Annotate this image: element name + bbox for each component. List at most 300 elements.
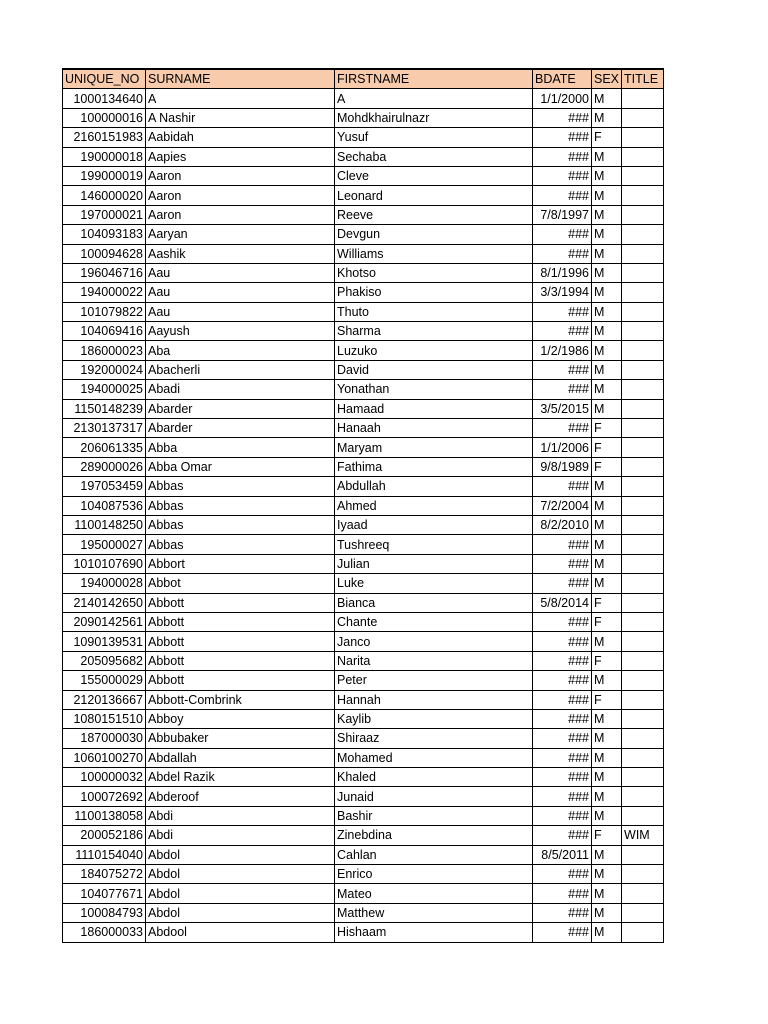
cell-title[interactable] [622, 612, 664, 631]
cell-bdate[interactable]: ### [533, 632, 592, 651]
cell-surname[interactable]: Abdallah [146, 748, 335, 767]
cell-surname[interactable]: Abba [146, 438, 335, 457]
cell-title[interactable] [622, 89, 664, 108]
cell-sex[interactable]: M [592, 806, 622, 825]
cell-bdate[interactable]: ### [533, 322, 592, 341]
cell-firstname[interactable]: Junaid [335, 787, 533, 806]
cell-bdate[interactable]: ### [533, 651, 592, 670]
table-row [63, 380, 664, 399]
cell-sex[interactable]: M [592, 225, 622, 244]
cell-title[interactable] [622, 263, 664, 282]
cell-sex[interactable]: M [592, 360, 622, 379]
cell-unique-no[interactable]: 2130137317 [63, 419, 146, 438]
cell-title[interactable] [622, 380, 664, 399]
cell-title[interactable] [622, 884, 664, 903]
cell-surname[interactable]: A Nashir [146, 108, 335, 127]
table-row [63, 477, 664, 496]
cell-unique-no[interactable]: 2140142650 [63, 593, 146, 612]
cell-surname[interactable]: Abadi [146, 380, 335, 399]
cell-unique-no[interactable]: 1060100270 [63, 748, 146, 767]
cell-sex[interactable]: M [592, 89, 622, 108]
cell-sex[interactable]: M [592, 166, 622, 185]
cell-firstname[interactable]: Bashir [335, 806, 533, 825]
cell-unique-no[interactable]: 197000021 [63, 205, 146, 224]
cell-sex[interactable]: M [592, 477, 622, 496]
cell-firstname[interactable]: Hishaam [335, 923, 533, 942]
cell-unique-no[interactable]: 2090142561 [63, 612, 146, 631]
cell-unique-no[interactable]: 146000020 [63, 186, 146, 205]
cell-surname[interactable]: Abdool [146, 923, 335, 942]
cell-surname[interactable]: Abdi [146, 826, 335, 845]
cell-title[interactable] [622, 244, 664, 263]
cell-bdate[interactable]: ### [533, 225, 592, 244]
cell-surname[interactable]: Abba Omar [146, 457, 335, 476]
cell-title[interactable] [622, 748, 664, 767]
cell-unique-no[interactable]: 199000019 [63, 166, 146, 185]
cell-unique-no[interactable]: 194000025 [63, 380, 146, 399]
cell-surname[interactable]: Abdol [146, 865, 335, 884]
cell-sex[interactable]: M [592, 903, 622, 922]
table-row [63, 283, 664, 302]
cell-title[interactable] [622, 496, 664, 515]
table-row [63, 709, 664, 728]
table-row [63, 535, 664, 554]
cell-sex[interactable]: M [592, 302, 622, 321]
cell-title[interactable] [622, 399, 664, 418]
cell-unique-no[interactable]: 196046716 [63, 263, 146, 282]
cell-unique-no[interactable]: 194000028 [63, 574, 146, 593]
cell-unique-no[interactable]: 1100138058 [63, 806, 146, 825]
cell-firstname[interactable]: Reeve [335, 205, 533, 224]
cell-surname[interactable]: Abbubaker [146, 729, 335, 748]
cell-bdate[interactable]: ### [533, 477, 592, 496]
cell-surname[interactable]: Abdol [146, 884, 335, 903]
cell-surname[interactable]: Abbas [146, 477, 335, 496]
cell-title[interactable] [622, 186, 664, 205]
cell-title[interactable] [622, 535, 664, 554]
cell-unique-no[interactable]: 186000023 [63, 341, 146, 360]
cell-unique-no[interactable]: 104087536 [63, 496, 146, 515]
cell-sex[interactable]: M [592, 865, 622, 884]
table-row [63, 166, 664, 185]
cell-firstname[interactable]: A [335, 89, 533, 108]
cell-title[interactable] [622, 903, 664, 922]
header-firstname[interactable]: FIRSTNAME [335, 69, 533, 89]
cell-bdate[interactable]: ### [533, 787, 592, 806]
cell-sex[interactable]: M [592, 108, 622, 127]
cell-sex[interactable]: F [592, 128, 622, 147]
cell-unique-no[interactable]: 197053459 [63, 477, 146, 496]
cell-bdate[interactable]: ### [533, 186, 592, 205]
cell-bdate[interactable]: 1/1/2006 [533, 438, 592, 457]
cell-firstname[interactable]: Sechaba [335, 147, 533, 166]
cell-sex[interactable]: M [592, 748, 622, 767]
cell-surname[interactable]: Aapies [146, 147, 335, 166]
cell-title[interactable] [622, 457, 664, 476]
cell-title[interactable] [622, 302, 664, 321]
cell-sex[interactable]: M [592, 244, 622, 263]
cell-bdate[interactable]: ### [533, 108, 592, 127]
cell-surname[interactable]: Abarder [146, 419, 335, 438]
cell-sex[interactable]: M [592, 709, 622, 728]
cell-surname[interactable]: Abderoof [146, 787, 335, 806]
spreadsheet-table [62, 68, 664, 943]
cell-title[interactable] [622, 651, 664, 670]
cell-bdate[interactable]: ### [533, 768, 592, 787]
cell-bdate[interactable]: ### [533, 806, 592, 825]
cell-unique-no[interactable]: 1080151510 [63, 709, 146, 728]
cell-surname[interactable]: Aabidah [146, 128, 335, 147]
cell-surname[interactable]: Aayush [146, 322, 335, 341]
cell-surname[interactable]: Abbort [146, 554, 335, 573]
table-row [63, 89, 664, 108]
cell-surname[interactable]: A [146, 89, 335, 108]
cell-unique-no[interactable]: 206061335 [63, 438, 146, 457]
cell-firstname[interactable]: Luke [335, 574, 533, 593]
cell-sex[interactable]: M [592, 147, 622, 166]
cell-unique-no[interactable]: 1090139531 [63, 632, 146, 651]
cell-bdate[interactable]: ### [533, 709, 592, 728]
cell-unique-no[interactable]: 194000022 [63, 283, 146, 302]
cell-title[interactable] [622, 709, 664, 728]
cell-firstname[interactable]: Luzuko [335, 341, 533, 360]
cell-unique-no[interactable]: 1000134640 [63, 89, 146, 108]
cell-title[interactable] [622, 865, 664, 884]
cell-bdate[interactable]: 3/5/2015 [533, 399, 592, 418]
cell-firstname[interactable]: Enrico [335, 865, 533, 884]
cell-bdate[interactable]: 3/3/1994 [533, 283, 592, 302]
cell-unique-no[interactable]: 2160151983 [63, 128, 146, 147]
table-row [63, 225, 664, 244]
cell-sex[interactable]: M [592, 768, 622, 787]
cell-firstname[interactable]: Iyaad [335, 515, 533, 534]
cell-surname[interactable]: Abbott-Combrink [146, 690, 335, 709]
cell-firstname[interactable]: Mohamed [335, 748, 533, 767]
cell-firstname[interactable]: Kaylib [335, 709, 533, 728]
cell-surname[interactable]: Abbas [146, 535, 335, 554]
cell-bdate[interactable]: ### [533, 554, 592, 573]
cell-surname[interactable]: Abacherli [146, 360, 335, 379]
cell-firstname[interactable]: Tushreeq [335, 535, 533, 554]
cell-bdate[interactable]: ### [533, 419, 592, 438]
table-row [63, 826, 664, 845]
cell-surname[interactable]: Aashik [146, 244, 335, 263]
cell-firstname[interactable]: Julian [335, 554, 533, 573]
cell-title[interactable] [622, 225, 664, 244]
cell-sex[interactable]: M [592, 845, 622, 864]
cell-firstname[interactable]: Yonathan [335, 380, 533, 399]
cell-bdate[interactable]: ### [533, 729, 592, 748]
cell-surname[interactable]: Abbot [146, 574, 335, 593]
cell-surname[interactable]: Abdol [146, 845, 335, 864]
cell-unique-no[interactable]: 200052186 [63, 826, 146, 845]
cell-unique-no[interactable]: 195000027 [63, 535, 146, 554]
cell-surname[interactable]: Aau [146, 283, 335, 302]
cell-unique-no[interactable]: 187000030 [63, 729, 146, 748]
cell-surname[interactable]: Abbott [146, 632, 335, 651]
cell-sex[interactable]: M [592, 205, 622, 224]
cell-firstname[interactable]: Ahmed [335, 496, 533, 515]
cell-firstname[interactable]: Bianca [335, 593, 533, 612]
cell-surname[interactable]: Aaron [146, 205, 335, 224]
cell-firstname[interactable]: Devgun [335, 225, 533, 244]
cell-title[interactable] [622, 806, 664, 825]
cell-firstname[interactable]: Sharma [335, 322, 533, 341]
cell-unique-no[interactable]: 104093183 [63, 225, 146, 244]
table-row [63, 205, 664, 224]
cell-bdate[interactable]: ### [533, 166, 592, 185]
cell-unique-no[interactable]: 104077671 [63, 884, 146, 903]
cell-title[interactable] [622, 283, 664, 302]
cell-firstname[interactable]: Zinebdina [335, 826, 533, 845]
cell-bdate[interactable]: ### [533, 884, 592, 903]
table-row [63, 806, 664, 825]
table-row [63, 554, 664, 573]
cell-sex[interactable]: M [592, 341, 622, 360]
cell-unique-no[interactable]: 190000018 [63, 147, 146, 166]
table-row [63, 186, 664, 205]
cell-title[interactable] [622, 845, 664, 864]
cell-sex[interactable]: M [592, 554, 622, 573]
cell-firstname[interactable]: Abdullah [335, 477, 533, 496]
cell-unique-no[interactable]: 1110154040 [63, 845, 146, 864]
cell-unique-no[interactable]: 1100148250 [63, 515, 146, 534]
cell-unique-no[interactable]: 155000029 [63, 671, 146, 690]
cell-firstname[interactable]: Matthew [335, 903, 533, 922]
cell-bdate[interactable]: ### [533, 903, 592, 922]
cell-firstname[interactable]: Hanaah [335, 419, 533, 438]
cell-surname[interactable]: Aau [146, 263, 335, 282]
cell-bdate[interactable]: ### [533, 865, 592, 884]
table-row [63, 574, 664, 593]
cell-surname[interactable]: Abdol [146, 903, 335, 922]
cell-unique-no[interactable]: 205095682 [63, 651, 146, 670]
cell-unique-no[interactable]: 100084793 [63, 903, 146, 922]
cell-sex[interactable]: F [592, 457, 622, 476]
header-surname[interactable]: SURNAME [146, 69, 335, 89]
cell-title[interactable] [622, 787, 664, 806]
cell-title[interactable] [622, 554, 664, 573]
cell-title[interactable] [622, 768, 664, 787]
cell-firstname[interactable]: Leonard [335, 186, 533, 205]
cell-sex[interactable]: M [592, 496, 622, 515]
cell-firstname[interactable]: Fathima [335, 457, 533, 476]
cell-title[interactable] [622, 515, 664, 534]
cell-firstname[interactable]: Peter [335, 671, 533, 690]
cell-surname[interactable]: Abbas [146, 496, 335, 515]
table-row [63, 457, 664, 476]
cell-unique-no[interactable]: 1150148239 [63, 399, 146, 418]
header-bdate[interactable]: BDATE [533, 69, 592, 89]
cell-unique-no[interactable]: 289000026 [63, 457, 146, 476]
cell-bdate[interactable]: 8/1/1996 [533, 263, 592, 282]
cell-title[interactable] [622, 360, 664, 379]
cell-sex[interactable]: F [592, 438, 622, 457]
cell-surname[interactable]: Aaryan [146, 225, 335, 244]
cell-sex[interactable]: F [592, 690, 622, 709]
cell-firstname[interactable]: Khaled [335, 768, 533, 787]
cell-bdate[interactable]: ### [533, 574, 592, 593]
cell-firstname[interactable]: Chante [335, 612, 533, 631]
cell-title[interactable]: WIM [622, 826, 664, 845]
cell-sex[interactable]: M [592, 787, 622, 806]
cell-unique-no[interactable]: 100000032 [63, 768, 146, 787]
cell-bdate[interactable]: ### [533, 128, 592, 147]
cell-bdate[interactable]: 8/5/2011 [533, 845, 592, 864]
cell-firstname[interactable]: Thuto [335, 302, 533, 321]
cell-surname[interactable]: Abbott [146, 593, 335, 612]
cell-title[interactable] [622, 477, 664, 496]
cell-firstname[interactable]: David [335, 360, 533, 379]
cell-title[interactable] [622, 574, 664, 593]
cell-bdate[interactable]: ### [533, 826, 592, 845]
table-row [63, 244, 664, 263]
cell-firstname[interactable]: Williams [335, 244, 533, 263]
cell-bdate[interactable]: 7/2/2004 [533, 496, 592, 515]
cell-bdate[interactable]: ### [533, 671, 592, 690]
cell-firstname[interactable]: Mateo [335, 884, 533, 903]
cell-firstname[interactable]: Cahlan [335, 845, 533, 864]
cell-surname[interactable]: Abarder [146, 399, 335, 418]
table-row [63, 399, 664, 418]
cell-title[interactable] [622, 419, 664, 438]
cell-title[interactable] [622, 205, 664, 224]
cell-firstname[interactable]: Narita [335, 651, 533, 670]
cell-bdate[interactable]: ### [533, 923, 592, 942]
cell-surname[interactable]: Aaron [146, 166, 335, 185]
cell-bdate[interactable]: 1/1/2000 [533, 89, 592, 108]
cell-firstname[interactable]: Phakiso [335, 283, 533, 302]
cell-sex[interactable]: M [592, 923, 622, 942]
cell-firstname[interactable]: Janco [335, 632, 533, 651]
cell-sex[interactable]: M [592, 535, 622, 554]
cell-title[interactable] [622, 923, 664, 942]
cell-title[interactable] [622, 166, 664, 185]
cell-firstname[interactable]: Yusuf [335, 128, 533, 147]
cell-sex[interactable]: M [592, 263, 622, 282]
cell-bdate[interactable]: ### [533, 147, 592, 166]
cell-surname[interactable]: Abdi [146, 806, 335, 825]
cell-title[interactable] [622, 671, 664, 690]
cell-title[interactable] [622, 128, 664, 147]
table-row [63, 593, 664, 612]
table-row [63, 302, 664, 321]
table-row [63, 632, 664, 651]
cell-unique-no[interactable]: 184075272 [63, 865, 146, 884]
cell-bdate[interactable]: ### [533, 380, 592, 399]
cell-surname[interactable]: Abbott [146, 651, 335, 670]
cell-bdate[interactable]: 7/8/1997 [533, 205, 592, 224]
cell-sex[interactable]: M [592, 574, 622, 593]
table-row [63, 419, 664, 438]
cell-sex[interactable]: M [592, 186, 622, 205]
cell-sex[interactable]: F [592, 826, 622, 845]
cell-unique-no[interactable]: 100094628 [63, 244, 146, 263]
cell-sex[interactable]: M [592, 380, 622, 399]
cell-bdate[interactable]: ### [533, 690, 592, 709]
cell-bdate[interactable]: ### [533, 612, 592, 631]
cell-sex[interactable]: M [592, 322, 622, 341]
cell-surname[interactable]: Aba [146, 341, 335, 360]
cell-sex[interactable]: M [592, 729, 622, 748]
cell-title[interactable] [622, 108, 664, 127]
cell-title[interactable] [622, 322, 664, 341]
cell-sex[interactable]: M [592, 671, 622, 690]
table-row [63, 651, 664, 670]
table-row [63, 923, 664, 942]
cell-firstname[interactable]: Hamaad [335, 399, 533, 418]
cell-unique-no[interactable]: 100072692 [63, 787, 146, 806]
cell-firstname[interactable]: Khotso [335, 263, 533, 282]
cell-bdate[interactable]: 5/8/2014 [533, 593, 592, 612]
cell-surname[interactable]: Aau [146, 302, 335, 321]
cell-sex[interactable]: M [592, 399, 622, 418]
cell-surname[interactable]: Abboy [146, 709, 335, 728]
cell-firstname[interactable]: Cleve [335, 166, 533, 185]
table-row [63, 729, 664, 748]
cell-unique-no[interactable]: 104069416 [63, 322, 146, 341]
cell-unique-no[interactable]: 1010107690 [63, 554, 146, 573]
cell-sex[interactable]: F [592, 593, 622, 612]
table-row [63, 671, 664, 690]
cell-unique-no[interactable]: 100000016 [63, 108, 146, 127]
cell-firstname[interactable]: Maryam [335, 438, 533, 457]
cell-sex[interactable]: F [592, 612, 622, 631]
cell-bdate[interactable]: 9/8/1989 [533, 457, 592, 476]
cell-unique-no[interactable]: 186000033 [63, 923, 146, 942]
table-row [63, 612, 664, 631]
cell-title[interactable] [622, 147, 664, 166]
cell-title[interactable] [622, 341, 664, 360]
cell-sex[interactable]: F [592, 419, 622, 438]
cell-surname[interactable]: Abbas [146, 515, 335, 534]
cell-firstname[interactable]: Shiraaz [335, 729, 533, 748]
cell-bdate[interactable]: ### [533, 302, 592, 321]
cell-firstname[interactable]: Mohdkhairulnazr [335, 108, 533, 127]
cell-sex[interactable]: F [592, 651, 622, 670]
cell-surname[interactable]: Abbott [146, 671, 335, 690]
cell-surname[interactable]: Abdel Razik [146, 768, 335, 787]
cell-sex[interactable]: M [592, 515, 622, 534]
cell-sex[interactable]: M [592, 632, 622, 651]
cell-bdate[interactable]: ### [533, 360, 592, 379]
cell-title[interactable] [622, 438, 664, 457]
cell-surname[interactable]: Abbott [146, 612, 335, 631]
header-sex[interactable]: SEX [592, 69, 622, 89]
cell-bdate[interactable]: 8/2/2010 [533, 515, 592, 534]
header-title[interactable]: TITLE [622, 69, 664, 89]
cell-bdate[interactable]: ### [533, 748, 592, 767]
cell-firstname[interactable]: Hannah [335, 690, 533, 709]
cell-surname[interactable]: Aaron [146, 186, 335, 205]
cell-unique-no[interactable]: 101079822 [63, 302, 146, 321]
cell-title[interactable] [622, 593, 664, 612]
cell-title[interactable] [622, 729, 664, 748]
header-unique-no[interactable]: UNIQUE_NO [63, 69, 146, 89]
table-row [63, 884, 664, 903]
table-row [63, 360, 664, 379]
cell-sex[interactable]: M [592, 283, 622, 302]
table-row [63, 690, 664, 709]
cell-sex[interactable]: M [592, 884, 622, 903]
cell-title[interactable] [622, 690, 664, 709]
cell-bdate[interactable]: ### [533, 244, 592, 263]
cell-bdate[interactable]: 1/2/1986 [533, 341, 592, 360]
cell-unique-no[interactable]: 192000024 [63, 360, 146, 379]
cell-unique-no[interactable]: 2120136667 [63, 690, 146, 709]
cell-bdate[interactable]: ### [533, 535, 592, 554]
cell-title[interactable] [622, 632, 664, 651]
